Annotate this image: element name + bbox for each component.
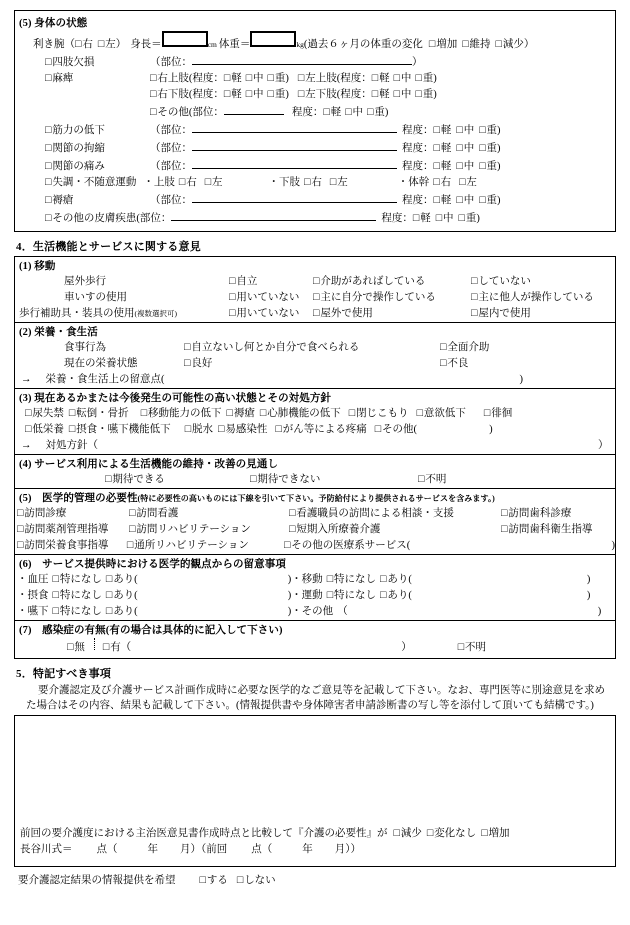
body-state-title: (5) 身体の状態 [19,18,88,29]
medical-row-2 [15,522,615,538]
medical-row-3 [15,538,615,554]
checkbox-mobility-decline[interactable]: □ 移動能力の低下 [141,406,222,422]
group-medical-management [14,488,616,554]
checkbox-infection-prone[interactable]: □ 易感染性 [218,422,267,438]
checkbox-nutrition-good[interactable]: □ 良好 [184,356,440,372]
hasegawa-point: 点（ [96,844,118,855]
checkbox-swallow-yes[interactable]: □ あり( [106,604,138,620]
weight-unit: kg [296,40,304,49]
checkbox-move-none[interactable]: □ 特になし [327,572,376,588]
checkbox-bedsore[interactable]: □ 褥瘡 [45,193,150,209]
prev-point: 点（ [251,844,273,855]
checkbox-cancer-pain[interactable]: □ がん等による疼痛 [275,422,366,438]
checkbox-rl-mid[interactable]: □ 中 [246,87,264,103]
paren-open: （ [64,39,75,50]
checkbox-bs-mid[interactable]: □ 中 [456,193,474,209]
paren-close: ） [115,39,127,50]
mw-site-label: （部位： [150,125,192,136]
ataxia-row [15,175,615,191]
checkbox-lu-mild[interactable]: □ 軽 [372,71,390,87]
bs-degree-label: 程度： [402,195,434,206]
checkbox-ataxia[interactable]: □ 失調・不随意運動 [45,175,136,191]
outdoor-walking-label: 屋外歩行 [64,276,106,287]
checkbox-jp-mid[interactable]: □ 中 [456,159,474,175]
medical-other-close: ) [611,540,615,551]
nutrition-arrow-icon: → [21,374,32,385]
group-nutrition-title: (2) 栄養・食生活 [19,327,98,338]
checkbox-joint-contracture[interactable]: □ 関節の拘縮 [45,141,150,157]
checkbox-short-stay-care[interactable]: □ 短期入所療養介護 [289,522,501,538]
move-close: ) [586,574,591,585]
checkbox-weight-increase[interactable]: □ 増加 [429,37,457,53]
checkbox-risk-other[interactable]: □ その他( [375,422,417,438]
checkbox-outdoor-independent[interactable]: □ 自立 [229,274,313,290]
checkbox-nurse-consultation[interactable]: □ 看護職員の訪問による相談・支援 [289,506,501,522]
walking-aid-label: 歩行補助具・装具の使用 [19,308,135,319]
checkbox-visiting-dental[interactable]: □ 訪問歯科診療 [501,506,571,522]
mw-close: ) [497,125,501,136]
muscle-weakness-row [15,121,615,139]
checkbox-exercise-yes[interactable]: □ あり( [380,588,412,604]
section4-container [14,256,616,659]
checkbox-ataxia-trunk-left[interactable]: □ 左 [459,175,477,191]
checkbox-eat-yes[interactable]: □ あり( [106,588,138,604]
checkbox-wheelchair-other[interactable]: □ 主に他人が操作している [471,290,594,306]
checkbox-infection-none[interactable]: □ 無 [67,640,85,656]
precaution-row-eat [15,588,615,604]
checkbox-eating-independent[interactable]: □ 自立ないし何とか自分で食べられる [184,340,440,356]
lu-close: ) [433,73,437,84]
bs-site-input[interactable] [192,191,397,203]
checkbox-os-mild[interactable]: □ 軽 [413,211,431,227]
checkbox-ru-severe[interactable]: □ 重 [268,71,286,87]
paralysis-row-1 [15,71,615,87]
eating-label: 食事行為 [64,342,106,353]
checkbox-outdoor-assisted[interactable]: □ 介助があればしている [313,274,471,290]
bp-close: ) [287,574,292,585]
jc-degree-label: 程度： [402,143,434,154]
precaution-row-bp [15,572,615,588]
group-mobility [14,256,616,322]
checkbox-jc-severe[interactable]: □ 重 [479,141,497,157]
checkbox-dental-hygiene[interactable]: □ 訪問歯科衛生指導 [501,522,592,538]
medical-row-1 [15,506,615,522]
joint-contracture-row [15,139,615,157]
checkbox-ru-mid[interactable]: □ 中 [246,71,264,87]
precaution-swallow-label: ・嚥下 [17,606,49,617]
checkbox-left-upper-limb[interactable]: □ 左上肢(程度： [298,71,372,87]
checkbox-swallow-none[interactable]: □ 特になし [53,604,102,620]
hasegawa-label: 長谷川式＝ [20,844,73,855]
checkbox-right-lower-limb[interactable]: □ 右下肢(程度： [150,87,224,103]
swallow-close: ) [287,606,292,617]
height-label: 身長＝ [130,39,162,50]
section5-desc-line2: た場合はその内容、結果も記載して下さい。(情報提供書や身体障害者申請診断書の写し等を添付して頂いても結構です。) [26,700,594,711]
checkbox-paralysis-other[interactable]: □ その他(部位： [150,105,224,121]
checkbox-bp-none[interactable]: □ 特になし [53,572,102,588]
os-degree-label: 程度： [381,213,413,224]
checkbox-medical-other[interactable]: □ その他の医療系サービス( [284,538,410,554]
walking-aid-note: (複数選択可) [134,309,177,318]
checkbox-move-yes[interactable]: □ あり( [380,572,412,588]
risk-row-1 [15,406,615,422]
checkbox-ru-mild[interactable]: □ 軽 [224,71,242,87]
group-medical-title-note: (特に必要性の高いものには下線を引いて下さい。予防給付により提供されるサービスを含みます。) [137,494,495,503]
checkbox-fall-fracture[interactable]: □ 転倒・骨折 [69,406,129,422]
bs-site-label: （部位： [150,195,192,206]
other-skin-row [15,209,615,227]
po-close: ) [384,107,389,118]
checkbox-jc-mild[interactable]: □ 軽 [434,141,452,157]
checkbox-infection-yes[interactable]: □ 有（ [103,640,131,656]
checkbox-aid-outdoor[interactable]: □ 屋外で使用 [313,306,471,322]
ataxia-upper-label: ・上肢 [143,177,175,188]
height-input[interactable] [162,31,208,47]
checkbox-right-upper-limb[interactable]: □ 右上肢(程度： [150,71,224,87]
prev-close: 月）） [334,844,361,855]
nutrition-note-label: 栄養・食生活上の留意点( [45,374,165,385]
limb-defect-row [15,53,615,71]
special-notes-textarea[interactable] [15,716,615,826]
checkbox-lu-mid[interactable]: □ 中 [394,71,412,87]
checkbox-pharmacy-guidance[interactable]: □ 訪問薬剤管理指導 [17,522,129,538]
group-prognosis-title: (4) サービス利用による生活機能の維持・改善の見通し [19,459,279,470]
compare-row [15,826,615,842]
risk-other-close: ) [489,424,493,435]
wheelchair-label: 車いすの使用 [64,292,127,303]
joint-pain-row [15,157,615,175]
checkbox-muscle-weakness[interactable]: □ 筋力の低下 [45,123,150,139]
checkbox-ataxia-lower-right[interactable]: □ 右 [304,175,322,191]
group-medical-title [15,489,615,506]
checkbox-housebound[interactable]: □ 閉じこもり [349,406,409,422]
policy-arrow-icon: → [21,440,32,451]
os-close: ) [476,213,480,224]
jc-site-label: （部位： [150,143,192,154]
eat-close: ) [287,590,292,601]
precaution-eat-label: ・摂食 [17,590,49,601]
checkbox-daycare-rehab[interactable]: □ 通所リハビリテーション [127,538,284,554]
nutrition-note-close: ) [519,374,523,385]
group-infection-title: (7) 感染症の有無(有の場合は具体的に記入して下さい) [19,625,283,636]
group-infection [14,620,616,659]
policy-close: ） [598,440,609,451]
precaution-exercise-label: ・運動 [291,590,323,601]
dotted-separator [94,638,96,650]
checkbox-swallowing-decline[interactable]: □ 摂食・嚥下機能低下 [69,422,171,438]
checkbox-nutrition-poor[interactable]: □ 不良 [440,356,468,372]
ataxia-lower-label: ・下肢 [268,177,301,188]
outdoor-walking-row [15,274,615,290]
footer-label: 要介護認定結果の情報提供を希望 [18,875,176,886]
weight-change-close: ） [523,39,535,50]
footer-row [14,873,616,889]
precaution-other-label: ・その他 [291,606,334,617]
hasegawa-prev-label: ）（前回 [190,844,228,855]
checkbox-lu-severe[interactable]: □ 重 [415,71,433,87]
checkbox-hand-right[interactable]: □ 右 [75,37,93,53]
checkbox-mw-mild[interactable]: □ 軽 [434,123,452,139]
weight-input[interactable] [250,31,296,47]
bedsore-row [15,191,615,209]
prognosis-row [15,472,615,488]
checkbox-rl-severe[interactable]: □ 重 [268,87,286,103]
special-notes-box [14,715,616,867]
weight-change-label: (過去６ヶ月の体重の変化 [303,39,423,50]
limb-defect-site-label: （部位： [150,57,192,68]
section5-desc-line1: 要介護認定及び介護サービス計画作成時に必要な医学的なご意見等を記載して下さい。なお、専門医等に別途意見を求め [38,685,605,696]
checkbox-jp-mild[interactable]: □ 軽 [434,159,452,175]
nutrition-state-row [15,356,615,372]
checkbox-footer-yes[interactable]: □ する [200,873,228,889]
checkbox-po-mild[interactable]: □ 軽 [323,105,341,121]
checkbox-prognosis-expected[interactable]: □ 期待できる [105,472,250,488]
jp-close: ) [497,161,501,172]
jp-degree-label: 程度： [402,161,434,172]
checkbox-aid-none[interactable]: □ 用いていない [229,306,313,322]
checkbox-bs-mild[interactable]: □ 軽 [434,193,452,209]
checkbox-wheelchair-self[interactable]: □ 主に自分で操作している [313,290,471,306]
checkbox-os-severe[interactable]: □ 重 [459,211,477,227]
checkbox-paralysis[interactable]: □ 麻痺 [45,71,150,87]
mw-degree-label: 程度： [402,125,434,136]
checkbox-ll-mild[interactable]: □ 軽 [372,87,390,103]
checkbox-joint-pain[interactable]: □ 関節の痛み [45,159,150,175]
checkbox-need-increase[interactable]: □ 増加 [481,826,509,842]
jc-site-input[interactable] [192,139,397,151]
ru-close: ) [285,73,289,84]
wheelchair-row [15,290,615,306]
hasegawa-month: 月 [180,844,191,855]
ll-close: ) [433,89,437,100]
precaution-bp-label: ・血圧 [17,574,49,585]
checkbox-infection-unknown[interactable]: □ 不明 [458,640,486,656]
limb-defect-close: ） [412,57,423,68]
os-site-input[interactable] [171,209,376,221]
checkbox-exercise-none[interactable]: □ 特になし [327,588,376,604]
checkbox-outdoor-none[interactable]: □ していない [471,274,531,290]
checkbox-ataxia-trunk-right[interactable]: □ 右 [433,175,451,191]
ataxia-trunk-label: ・体幹 [397,177,430,188]
limb-defect-site-input[interactable] [192,53,412,65]
precaution-move-label: ・移動 [291,574,323,585]
checkbox-need-decrease[interactable]: □ 減少 [394,826,422,842]
hasegawa-row [15,842,615,858]
checkbox-mw-mid[interactable]: □ 中 [456,123,474,139]
group-medical-title-main: (5) 医学的管理の必要性 [19,493,138,504]
infection-row [15,638,615,658]
checkbox-prognosis-not-expected[interactable]: □ 期待できない [250,472,418,488]
section4-title: 4．生活機能とサービスに関する意見 [16,241,201,253]
group-precautions [14,554,616,620]
dominant-hand-label: 利き腕 [33,39,65,50]
checkbox-jc-mid[interactable]: □ 中 [456,141,474,157]
checkbox-dehydration[interactable]: □ 脱水 [185,422,213,438]
section5-desc [14,683,616,713]
paralysis-other-degree-label: 程度： [291,107,324,118]
checkbox-need-nochange[interactable]: □ 変化なし [427,826,476,842]
checkbox-jp-severe[interactable]: □ 重 [479,159,497,175]
mw-site-input[interactable] [192,121,397,133]
group-precautions-title: (6) サービス提供時における医学的観点からの留意事項 [19,559,286,570]
checkbox-limb-defect[interactable]: □ 四肢欠損 [45,55,150,71]
checkbox-bedsore-risk[interactable]: □ 褥瘡 [227,406,255,422]
checkbox-ll-mid[interactable]: □ 中 [394,87,412,103]
checkbox-eat-none[interactable]: □ 特になし [53,588,102,604]
section5-title: 5．特記すべき事項 [16,668,112,680]
group-risk-states [14,388,616,454]
checkbox-malnutrition[interactable]: □ 低栄養 [25,422,64,438]
checkbox-eating-full-assist[interactable]: □ 全面介助 [440,340,489,356]
group-prognosis [14,454,616,488]
checkbox-hand-left[interactable]: □ 左 [98,37,116,53]
checkbox-os-mid[interactable]: □ 中 [436,211,454,227]
checkbox-footer-no[interactable]: □ しない [237,873,276,889]
prev-year: 年 [302,844,313,855]
paralysis-row-other [15,103,615,121]
dominant-hand-row [15,31,615,53]
checkbox-mw-severe[interactable]: □ 重 [479,123,497,139]
checkbox-bp-yes[interactable]: □ あり( [106,572,138,588]
checkbox-bs-severe[interactable]: □ 重 [479,193,497,209]
checkbox-incontinence[interactable]: □ 尿失禁 [25,406,64,422]
walking-aid-row [15,306,615,322]
risk-row-2 [15,422,615,438]
precaution-row-swallow: ・嚥下 □ 特になし □ あり( ) ・その他 （ ) [15,604,615,620]
checkbox-prognosis-unknown[interactable]: □ 不明 [418,472,446,488]
checkbox-rl-mild[interactable]: □ 軽 [224,87,242,103]
infection-yes-close: ） [401,642,412,653]
jp-site-label: （部位： [150,161,192,172]
other-close: ) [597,606,602,617]
checkbox-ataxia-upper-right[interactable]: □ 右 [179,175,197,191]
nutrition-state-label: 現在の栄養状態 [64,358,138,369]
checkbox-aid-indoor[interactable]: □ 屋内で使用 [471,306,531,322]
checkbox-nutrition-guidance[interactable]: □ 訪問栄養食事指導 [17,538,127,554]
checkbox-visiting-rehab[interactable]: □ 訪問リハビリテーション [129,522,289,538]
checkbox-cardiopulmonary-decline[interactable]: □ 心肺機能の低下 [260,406,341,422]
bs-close: ) [497,195,501,206]
checkbox-wheelchair-none[interactable]: □ 用いていない [229,290,313,306]
checkbox-po-mid[interactable]: □ 中 [345,105,363,121]
body-state-section [14,10,616,232]
checkbox-wandering[interactable]: □ 徘徊 [484,406,512,422]
exercise-close: ) [586,590,591,601]
height-unit: cm [207,40,217,49]
policy-label: 対処方針（ [45,440,98,451]
checkbox-weight-decrease[interactable]: □ 減少 [496,37,524,53]
checkbox-weight-keep[interactable]: □ 維持 [462,37,490,53]
group-mobility-title: (1) 移動 [19,261,56,272]
checkbox-ll-severe[interactable]: □ 重 [415,87,433,103]
weight-label: 体重＝ [218,39,251,50]
checkbox-po-severe[interactable]: □ 重 [367,105,385,121]
nutrition-note-row [15,372,615,388]
rl-close: ) [285,89,289,100]
compare-label: 前回の要介護度における主治医意見書作成時点と比較して『介護の必要性』が [20,828,388,839]
checkbox-left-lower-limb[interactable]: □ 左下肢(程度： [298,87,372,103]
checkbox-ataxia-lower-left[interactable]: □ 左 [330,175,348,191]
checkbox-ataxia-upper-left[interactable]: □ 左 [205,175,223,191]
checkbox-other-skin[interactable]: □ その他の皮膚疾患(部位： [45,211,171,227]
jp-site-input[interactable] [192,157,397,169]
paralysis-other-site-input[interactable] [224,103,284,115]
group-risk-title: (3) 現在あるかまたは今後発生の可能性の高い状態とその対処方針 [19,393,332,404]
checkbox-visiting-nursing[interactable]: □ 訪問看護 [129,506,289,522]
eating-row [15,340,615,356]
document-page [0,10,630,925]
checkbox-low-motivation[interactable]: □ 意欲低下 [417,406,466,422]
checkbox-home-visit-care[interactable]: □ 訪問診療 [17,506,129,522]
policy-row [15,438,615,454]
jc-close: ) [497,143,501,154]
hasegawa-year: 年 [147,844,158,855]
paralysis-row-2 [15,87,615,103]
group-nutrition [14,322,616,388]
